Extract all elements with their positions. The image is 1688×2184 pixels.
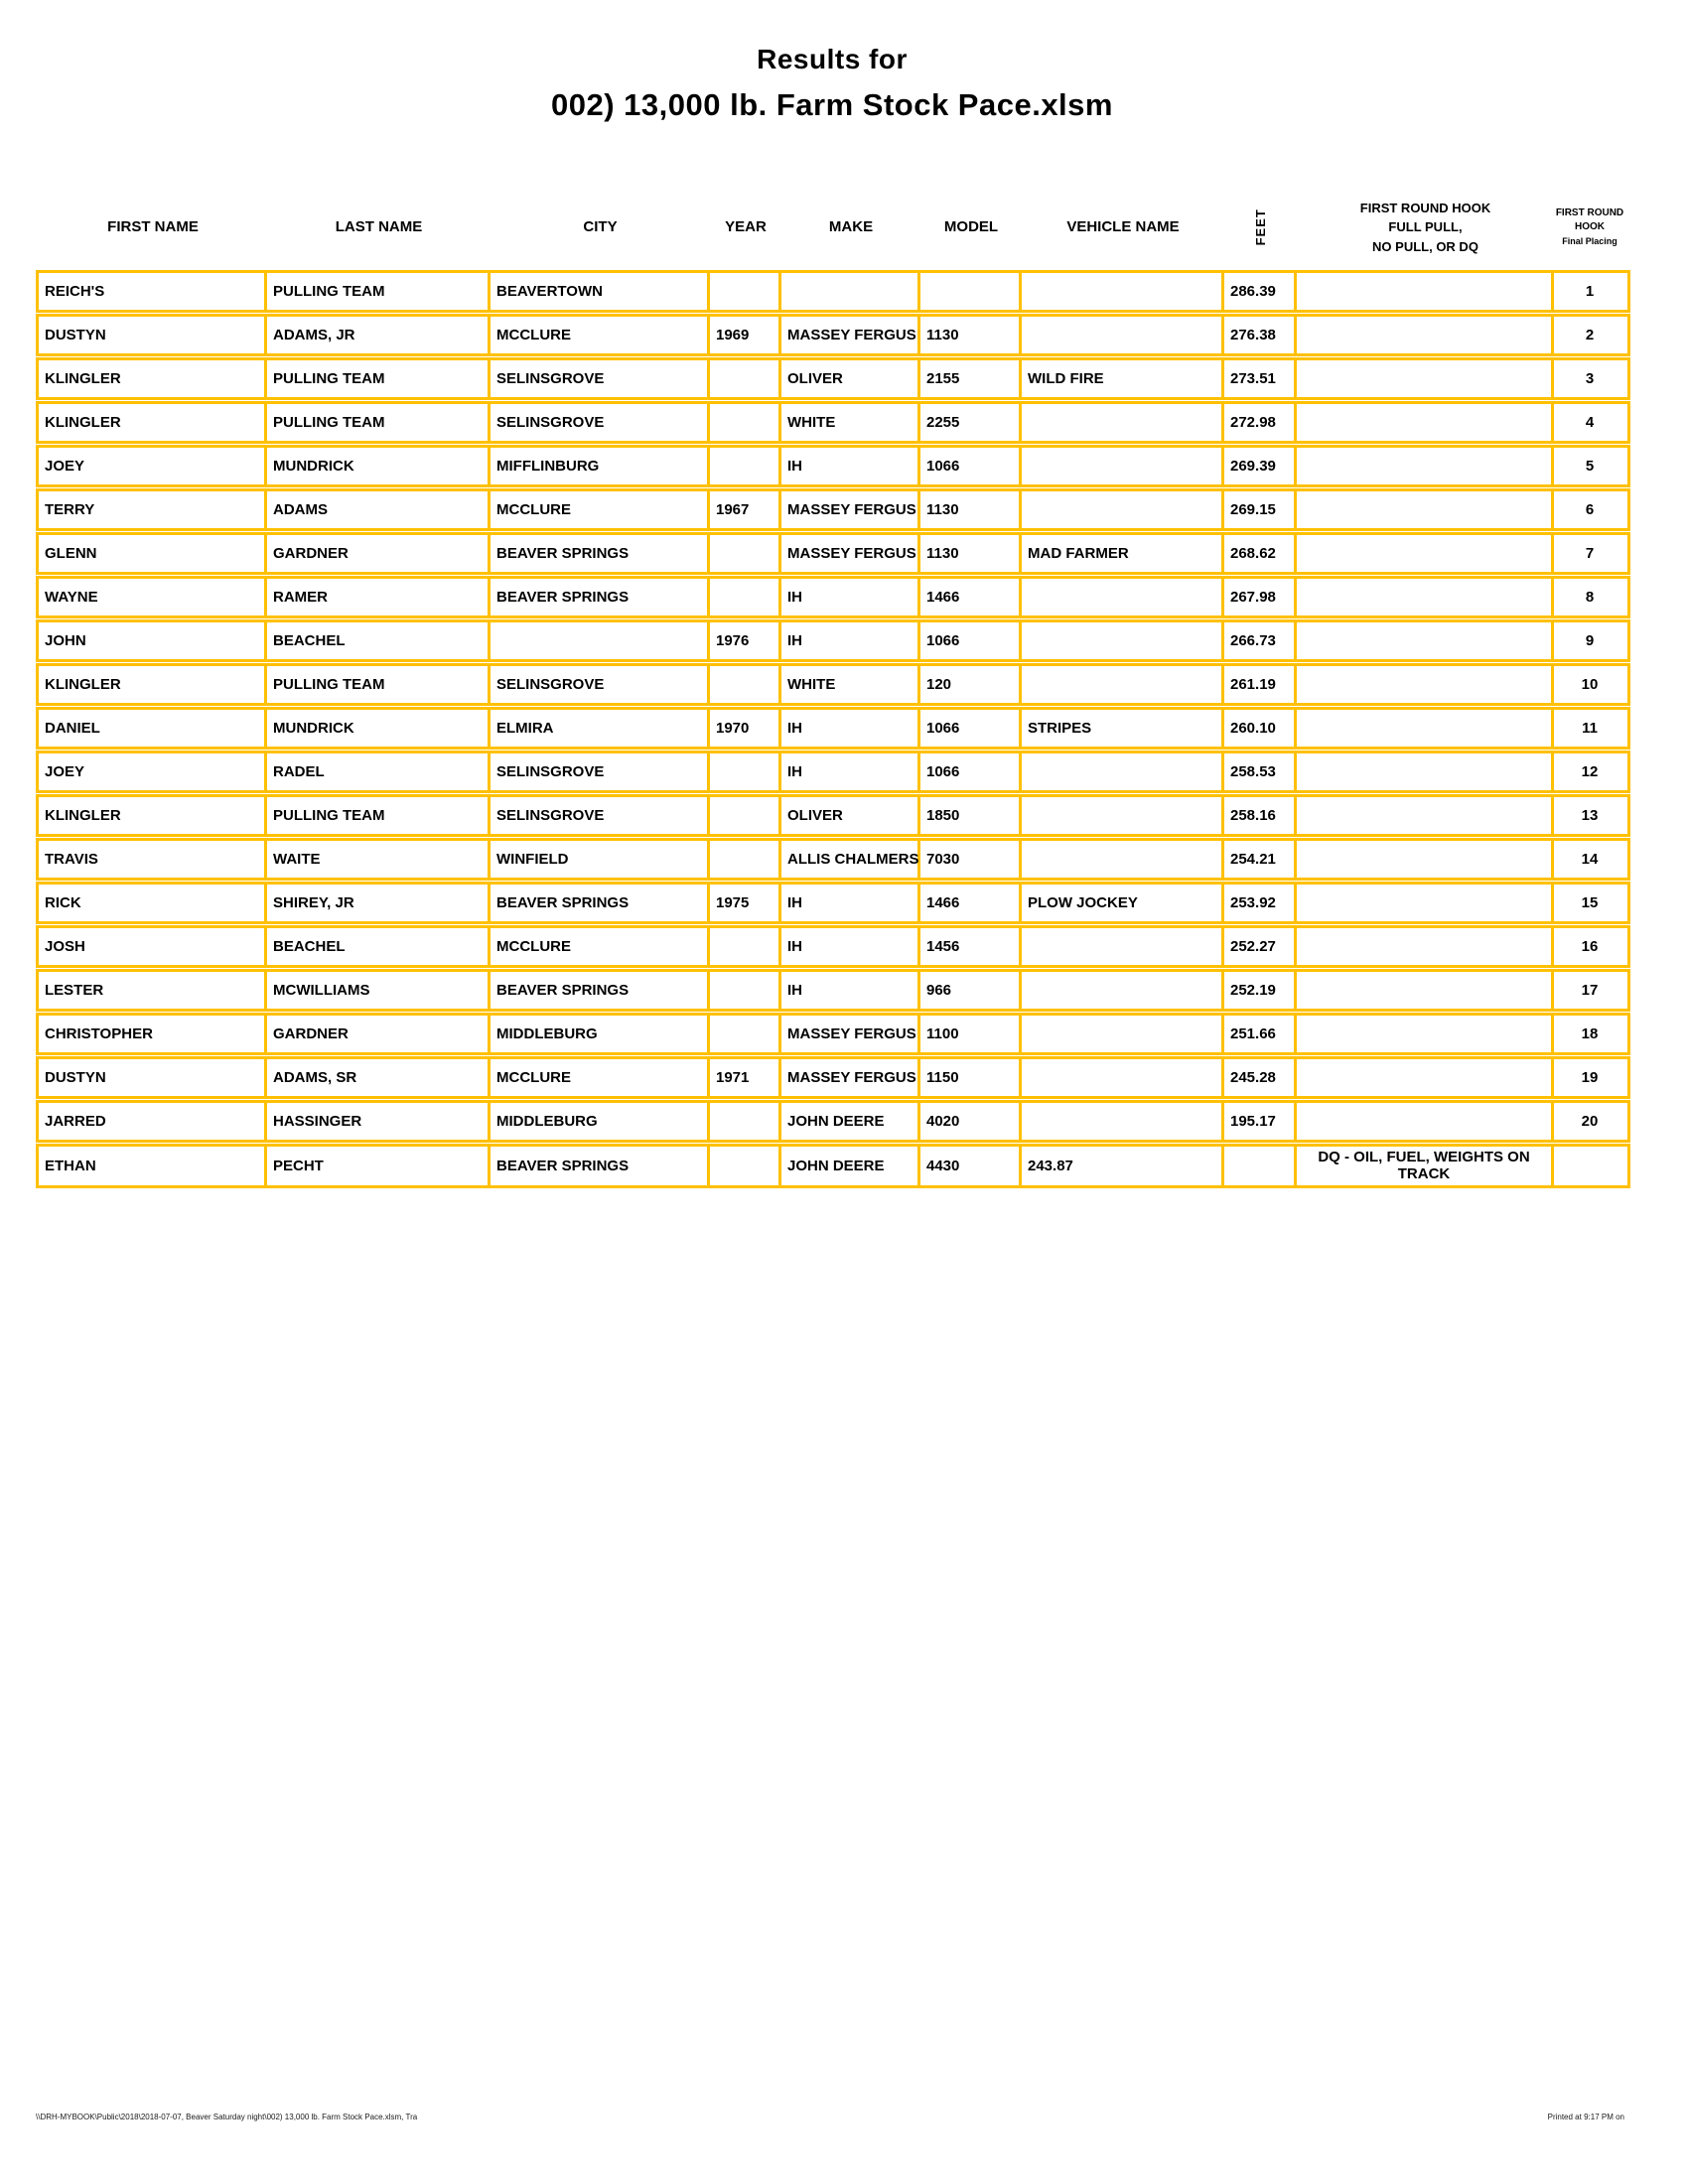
cell-last-name: PULLING TEAM [267,666,491,703]
table-row [36,882,1630,924]
cell-year: 1971 [710,1059,781,1096]
cell-make: MASSEY FERGUS [781,1016,920,1052]
cell-vehicle-name [1022,797,1224,834]
column-header-year: YEAR [725,218,767,235]
cell-final-placing: 17 [1581,981,1599,999]
table-row [36,663,1630,706]
cell-feet: 273.51 [1224,360,1297,397]
cell-city: BEAVER SPRINGS [491,972,710,1009]
table-row [36,270,1630,313]
column-header-first-round-hook-result [1297,199,1554,257]
cell-model: 1066 [920,710,1022,747]
cell-hook-result [1297,404,1554,441]
cell-model: 1130 [920,491,1022,528]
cell-feet: 258.16 [1224,797,1297,834]
cell-vehicle-name [1022,317,1224,353]
cell-last-name: MUNDRICK [267,448,491,484]
cell-make: OLIVER [781,797,920,834]
cell-last-name: MUNDRICK [267,710,491,747]
cell-make: IH [781,622,920,659]
cell-make: MASSEY FERGUS [781,491,920,528]
cell-model: 4020 [920,1103,1022,1140]
cell-city: BEAVER SPRINGS [491,885,710,921]
cell-vehicle-name [1022,1059,1224,1096]
cell-model: 1066 [920,448,1022,484]
cell-make: JOHN DEERE [781,1103,920,1140]
cell-year [710,1016,781,1052]
cell-last-name: HASSINGER [267,1103,491,1140]
cell-feet: 276.38 [1224,317,1297,353]
cell-hook-result [1297,1103,1554,1140]
cell-final-placing: 13 [1581,806,1599,824]
cell-vehicle-name [1022,1016,1224,1052]
cell-last-name: RADEL [267,753,491,790]
cell-model: 1066 [920,622,1022,659]
cell-first-name: ETHAN [39,1147,267,1185]
cell-first-name: CHRISTOPHER [39,1016,267,1052]
cell-first-name: KLINGLER [39,797,267,834]
cell-make: IH [781,710,920,747]
cell-city: WINFIELD [491,841,710,878]
cell-first-name: JARRED [39,1103,267,1140]
cell-feet: 260.10 [1224,710,1297,747]
cell-feet: 261.19 [1224,666,1297,703]
title-line-1: Results for [757,44,908,74]
cell-feet: 272.98 [1224,404,1297,441]
cell-city: BEAVER SPRINGS [491,579,710,615]
cell-model: 4430 [920,1147,1022,1185]
cell-feet: 269.15 [1224,491,1297,528]
cell-final-placing: 3 [1585,369,1595,387]
cell-year [710,579,781,615]
column-header-last-name: LAST NAME [335,218,423,235]
cell-year [710,666,781,703]
cell-first-name: JOEY [39,753,267,790]
cell-model: 1100 [920,1016,1022,1052]
cell-final-placing: 16 [1581,937,1599,955]
cell-hook-result [1297,928,1554,965]
table-row [36,751,1630,793]
cell-first-name: JOSH [39,928,267,965]
cell-year [710,1103,781,1140]
cell-city: ELMIRA [491,710,710,747]
column-header-make: MAKE [828,218,874,235]
cell-feet: 266.73 [1224,622,1297,659]
cell-make: IH [781,972,920,1009]
cell-last-name: RAMER [267,579,491,615]
cell-hook-result [1297,622,1554,659]
table-row [36,1056,1630,1099]
feet-header-rotated-label: FEET [1252,208,1268,246]
cell-vehicle-name: MAD FARMER [1022,535,1224,572]
cell-city: BEAVER SPRINGS [491,535,710,572]
cell-model: 2155 [920,360,1022,397]
cell-feet: 253.92 [1224,885,1297,921]
cell-last-name: BEACHEL [267,622,491,659]
cell-first-name: KLINGLER [39,404,267,441]
cell-first-name: GLENN [39,535,267,572]
cell-model: 1066 [920,753,1022,790]
cell-feet [1224,1147,1297,1185]
table-row [36,532,1630,575]
cell-year: 1976 [710,622,781,659]
cell-final-placing: 5 [1585,457,1595,475]
table-header [36,189,1630,266]
cell-make [781,273,920,310]
cell-model: 120 [920,666,1022,703]
cell-hook-result [1297,535,1554,572]
cell-hook-result [1297,797,1554,834]
cell-vehicle-name [1022,622,1224,659]
table-row [36,838,1630,881]
hook-header-line-2: FULL PULL, [1388,219,1463,235]
cell-last-name: MCWILLIAMS [267,972,491,1009]
cell-make: WHITE [781,404,920,441]
cell-hook-result [1297,317,1554,353]
cell-vehicle-name [1022,448,1224,484]
cell-model: 2255 [920,404,1022,441]
cell-make: IH [781,753,920,790]
cell-hook-result: DQ - OIL, FUEL, WEIGHTS ON TRACK [1297,1147,1554,1185]
cell-final-placing: 1 [1585,282,1595,300]
cell-year [710,535,781,572]
cell-final-placing: 19 [1581,1068,1599,1086]
cell-final-placing: 6 [1585,500,1595,518]
cell-hook-result [1297,666,1554,703]
cell-make: IH [781,928,920,965]
cell-feet: 252.27 [1224,928,1297,965]
cell-city: MIDDLEBURG [491,1016,710,1052]
cell-vehicle-name [1022,841,1224,878]
cell-vehicle-name: STRIPES [1022,710,1224,747]
cell-vehicle-name [1022,928,1224,965]
cell-year [710,404,781,441]
cell-last-name: PULLING TEAM [267,360,491,397]
table-row [36,357,1630,400]
table-row [36,619,1630,662]
cell-feet: 268.62 [1224,535,1297,572]
cell-make: ALLIS CHALMERS [781,841,920,878]
hook-header-line-1: FIRST ROUND HOOK [1359,200,1491,215]
footer-printed-timestamp: Printed at 9:17 PM on [1547,2113,1624,2121]
cell-make: IH [781,448,920,484]
cell-hook-result [1297,841,1554,878]
cell-feet: 195.17 [1224,1103,1297,1140]
cell-vehicle-name [1022,666,1224,703]
table-row [36,576,1630,618]
cell-first-name: KLINGLER [39,360,267,397]
cell-hook-result [1297,710,1554,747]
cell-model: 1466 [920,579,1022,615]
results-table [36,189,1630,1189]
cell-vehicle-name [1022,491,1224,528]
cell-year [710,273,781,310]
cell-final-placing: 4 [1585,413,1595,431]
cell-make: IH [781,579,920,615]
cell-vehicle-name [1022,404,1224,441]
table-row [36,1100,1630,1143]
cell-first-name: DUSTYN [39,317,267,353]
cell-first-name: DANIEL [39,710,267,747]
cell-city: MCCLURE [491,928,710,965]
cell-last-name: ADAMS [267,491,491,528]
cell-year [710,972,781,1009]
cell-hook-result [1297,360,1554,397]
column-header-first-name: FIRST NAME [107,218,199,235]
cell-hook-result [1297,448,1554,484]
cell-first-name: DUSTYN [39,1059,267,1096]
cell-hook-result [1297,491,1554,528]
table-row [36,969,1630,1012]
footer-file-path: \\DRH-MYBOOK\Public\2018\2018-07-07, Beaver Saturday night\002) 13,000 lb. Farm Stock Pace.xlsm, Tra [36,2113,418,2121]
cell-first-name: LESTER [39,972,267,1009]
cell-city: SELINSGROVE [491,666,710,703]
cell-final-placing: 14 [1581,850,1599,868]
cell-final-placing: 18 [1581,1024,1599,1042]
cell-vehicle-name [1022,1103,1224,1140]
cell-make: MASSEY FERGUS [781,535,920,572]
table-body [36,270,1630,1188]
cell-make: JOHN DEERE [781,1147,920,1185]
cell-year: 1967 [710,491,781,528]
cell-make: MASSEY FERGUS [781,1059,920,1096]
cell-first-name: TERRY [39,491,267,528]
cell-model: 1130 [920,317,1022,353]
cell-vehicle-name: PLOW JOCKEY [1022,885,1224,921]
cell-model: 1466 [920,885,1022,921]
cell-feet: 252.19 [1224,972,1297,1009]
table-row [36,1013,1630,1055]
column-header-model: MODEL [943,218,999,235]
cell-feet: 267.98 [1224,579,1297,615]
cell-final-placing: 10 [1581,675,1599,693]
column-header-feet [1224,208,1297,246]
cell-last-name: BEACHEL [267,928,491,965]
cell-model [920,273,1022,310]
placing-header-line-3: Final Placing [1562,235,1618,246]
cell-last-name: PULLING TEAM [267,404,491,441]
cell-final-placing: 9 [1585,631,1595,649]
cell-year [710,360,781,397]
cell-city: MCCLURE [491,317,710,353]
cell-last-name: GARDNER [267,1016,491,1052]
cell-city: SELINSGROVE [491,797,710,834]
column-header-final-placing [1554,206,1625,248]
cell-hook-result [1297,1059,1554,1096]
table-row [36,488,1630,531]
cell-hook-result [1297,972,1554,1009]
table-row [36,401,1630,444]
cell-final-placing: 15 [1581,893,1599,911]
cell-first-name: WAYNE [39,579,267,615]
cell-final-placing: 12 [1581,762,1599,780]
cell-hook-result [1297,1016,1554,1052]
cell-hook-result [1297,273,1554,310]
table-row [36,925,1630,968]
hook-header-line-3: NO PULL, OR DQ [1372,238,1478,254]
title-line-2: 002) 13,000 lb. Farm Stock Pace.xlsm [551,87,1113,122]
cell-make: OLIVER [781,360,920,397]
table-row [36,445,1630,487]
table-row [36,1144,1630,1188]
column-header-city: CITY [583,218,618,235]
cell-hook-result [1297,885,1554,921]
cell-make: MASSEY FERGUS [781,317,920,353]
cell-last-name: GARDNER [267,535,491,572]
cell-first-name: JOHN [39,622,267,659]
cell-city [491,622,710,659]
cell-final-placing: 7 [1585,544,1595,562]
cell-final-placing: 20 [1581,1112,1599,1130]
cell-year [710,753,781,790]
cell-first-name: TRAVIS [39,841,267,878]
table-row [36,707,1630,750]
cell-model: 1130 [920,535,1022,572]
cell-feet: 269.39 [1224,448,1297,484]
cell-model: 7030 [920,841,1022,878]
cell-year [710,448,781,484]
cell-last-name: SHIREY, JR [267,885,491,921]
cell-vehicle-name: WILD FIRE [1022,360,1224,397]
cell-model: 1150 [920,1059,1022,1096]
cell-year [710,797,781,834]
cell-year [710,841,781,878]
cell-year: 1975 [710,885,781,921]
cell-feet: 251.66 [1224,1016,1297,1052]
cell-city: SELINSGROVE [491,360,710,397]
table-row [36,794,1630,837]
cell-vehicle-name [1022,273,1224,310]
cell-model: 1456 [920,928,1022,965]
page-title [36,44,1628,123]
cell-feet: 286.39 [1224,273,1297,310]
cell-vehicle-name [1022,753,1224,790]
cell-city: SELINSGROVE [491,753,710,790]
placing-header-line-1: FIRST ROUND [1555,206,1624,218]
cell-hook-result [1297,753,1554,790]
cell-year: 1970 [710,710,781,747]
cell-city: BEAVERTOWN [491,273,710,310]
cell-make: IH [781,885,920,921]
cell-last-name: ADAMS, SR [267,1059,491,1096]
cell-last-name: WAITE [267,841,491,878]
cell-first-name: JOEY [39,448,267,484]
cell-make: WHITE [781,666,920,703]
cell-city: MCCLURE [491,491,710,528]
cell-final-placing: 2 [1585,326,1595,343]
cell-last-name: PULLING TEAM [267,797,491,834]
cell-model: 1850 [920,797,1022,834]
cell-feet: 254.21 [1224,841,1297,878]
cell-city: MIFFLINBURG [491,448,710,484]
cell-final-placing: 8 [1585,588,1595,606]
cell-last-name: ADAMS, JR [267,317,491,353]
cell-year: 1969 [710,317,781,353]
cell-city: BEAVER SPRINGS [491,1147,710,1185]
table-row [36,314,1630,356]
cell-vehicle-name [1022,972,1224,1009]
column-header-vehicle-name: VEHICLE NAME [1066,218,1180,235]
cell-hook-result [1297,579,1554,615]
cell-vehicle-name: 243.87 [1022,1147,1224,1185]
cell-city: MCCLURE [491,1059,710,1096]
cell-first-name: KLINGLER [39,666,267,703]
cell-vehicle-name [1022,579,1224,615]
cell-feet: 245.28 [1224,1059,1297,1096]
cell-model: 966 [920,972,1022,1009]
cell-first-name: RICK [39,885,267,921]
placing-header-line-2: HOOK [1575,221,1605,233]
cell-city: MIDDLEBURG [491,1103,710,1140]
cell-final-placing: 11 [1582,719,1598,737]
cell-year [710,928,781,965]
cell-city: SELINSGROVE [491,404,710,441]
cell-last-name: PECHT [267,1147,491,1185]
cell-feet: 258.53 [1224,753,1297,790]
cell-final-placing [1554,1147,1625,1185]
cell-year [710,1147,781,1185]
cell-last-name: PULLING TEAM [267,273,491,310]
cell-first-name: REICH'S [39,273,267,310]
